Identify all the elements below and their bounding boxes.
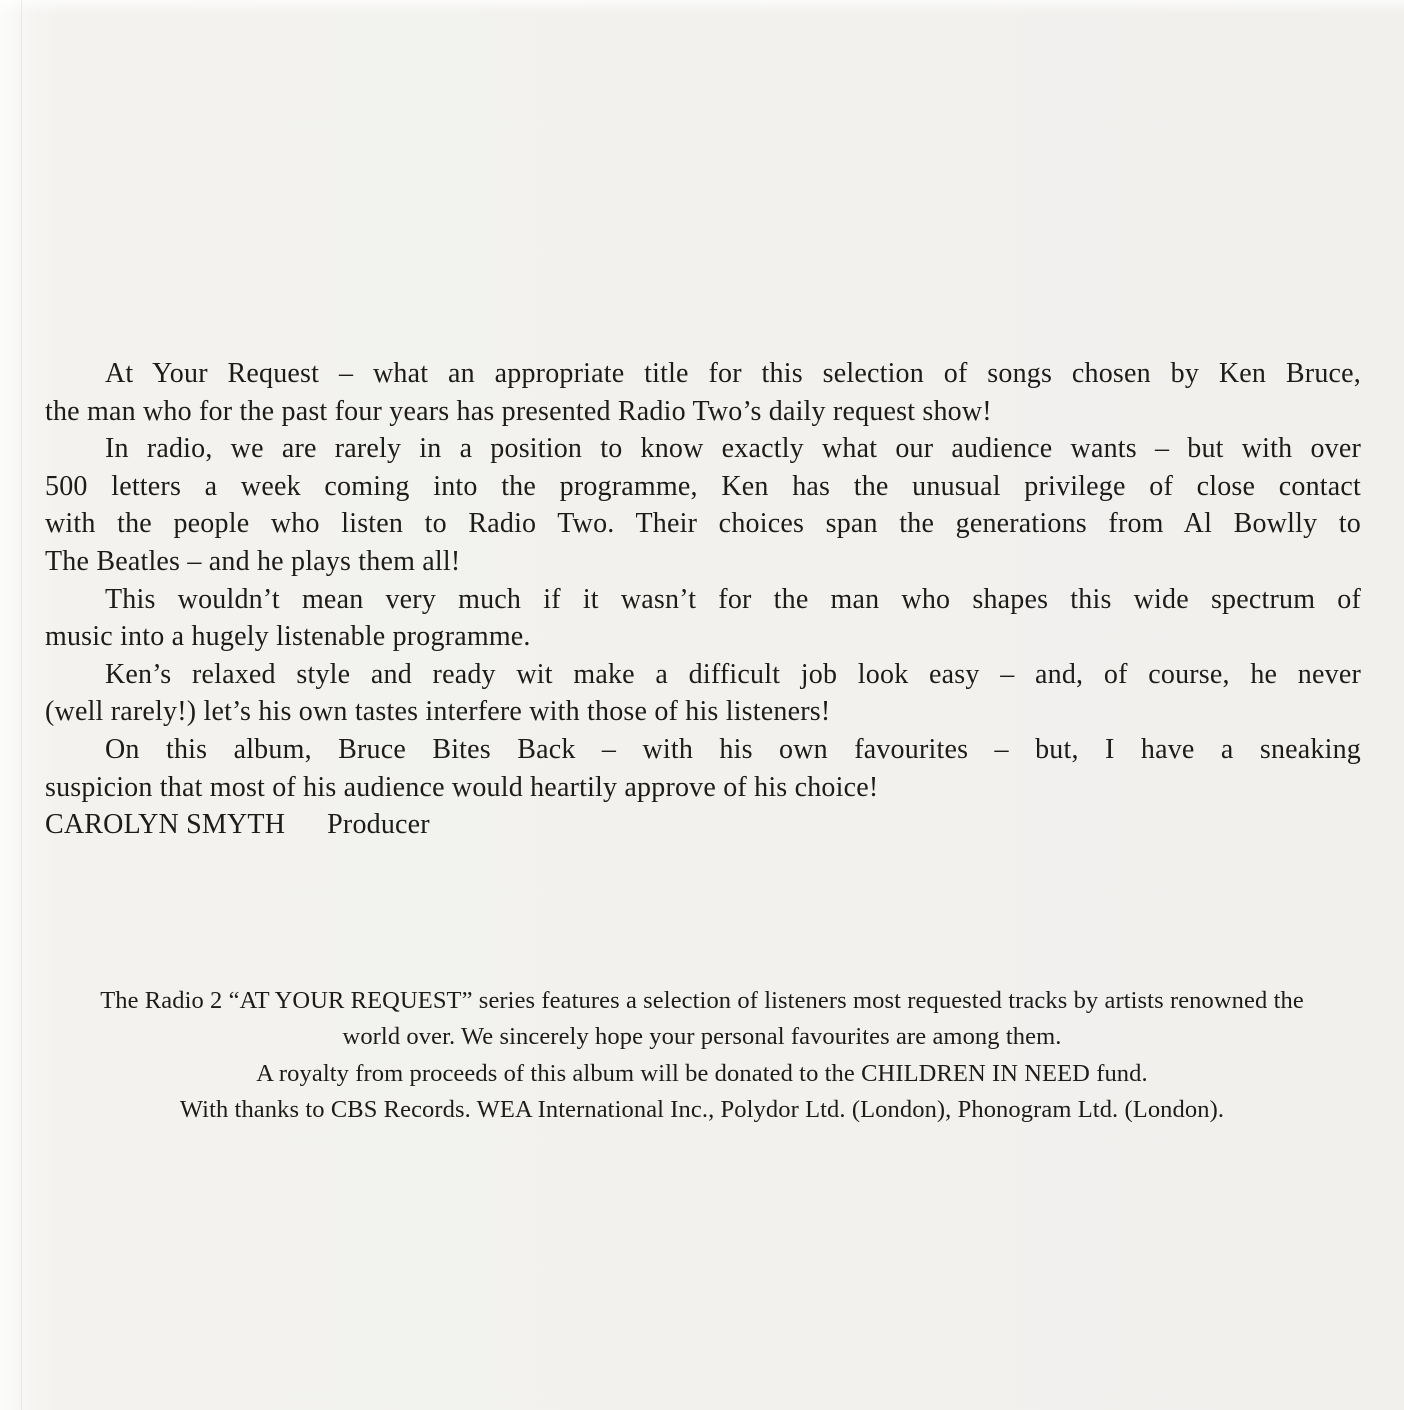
footer-notes-block	[32, 983, 1372, 1129]
liner-notes-line: (well rarely!) let’s his own tastes interfere with those of his listeners!	[45, 696, 831, 728]
royalty-note-line: A royalty from proceeds of this album will be donated to the CHILDREN IN NEED fund.	[256, 1059, 1148, 1087]
liner-notes-line: with the people who listen to Radio Two. Their choices span the generations from Al Bowlly to	[45, 508, 1361, 540]
producer-role: Producer	[327, 809, 430, 841]
producer-credit	[45, 806, 1361, 844]
liner-notes-block	[45, 355, 1361, 844]
liner-notes-line: On this album, Bruce Bites Back – with his own favourites – but, I have a sneaking	[105, 733, 1361, 765]
liner-notes-line: music into a hugely listenable programme.	[45, 621, 531, 653]
series-note-line: world over. We sincerely hope your personal favourites are among them.	[342, 1023, 1062, 1051]
liner-notes-line: The Beatles – and he plays them all!	[45, 545, 461, 577]
liner-notes-line: the man who for the past four years has presented Radio Two’s daily request show!	[45, 395, 992, 427]
thanks-note-line: With thanks to CBS Records. WEA International Inc., Polydor Ltd. (London), Phonogram Ltd. (London).	[179, 1096, 1225, 1124]
series-note-line: The Radio 2 “AT YOUR REQUEST” series features a selection of listeners most requested tracks by artists renowned the	[100, 987, 1304, 1014]
liner-notes-line: Ken’s relaxed style and ready wit make a difficult job look easy – and, of course, he never	[105, 658, 1361, 690]
liner-notes-line: This wouldn’t mean very much if it wasn’t for the man who shapes this wide spectrum of	[105, 583, 1361, 615]
liner-notes-line: suspicion that most of his audience would heartily approve of his choice!	[45, 771, 879, 803]
liner-notes-line: At Your Request – what an appropriate title for this selection of songs chosen by Ken Bruce,	[105, 358, 1361, 389]
liner-notes-line: 500 letters a week coming into the programme, Ken has the unusual privilege of close contact	[45, 470, 1361, 502]
producer-name: CAROLYN SMYTH	[45, 809, 286, 841]
liner-notes-line: In radio, we are rarely in a position to know exactly what our audience wants – but with over	[105, 433, 1361, 465]
